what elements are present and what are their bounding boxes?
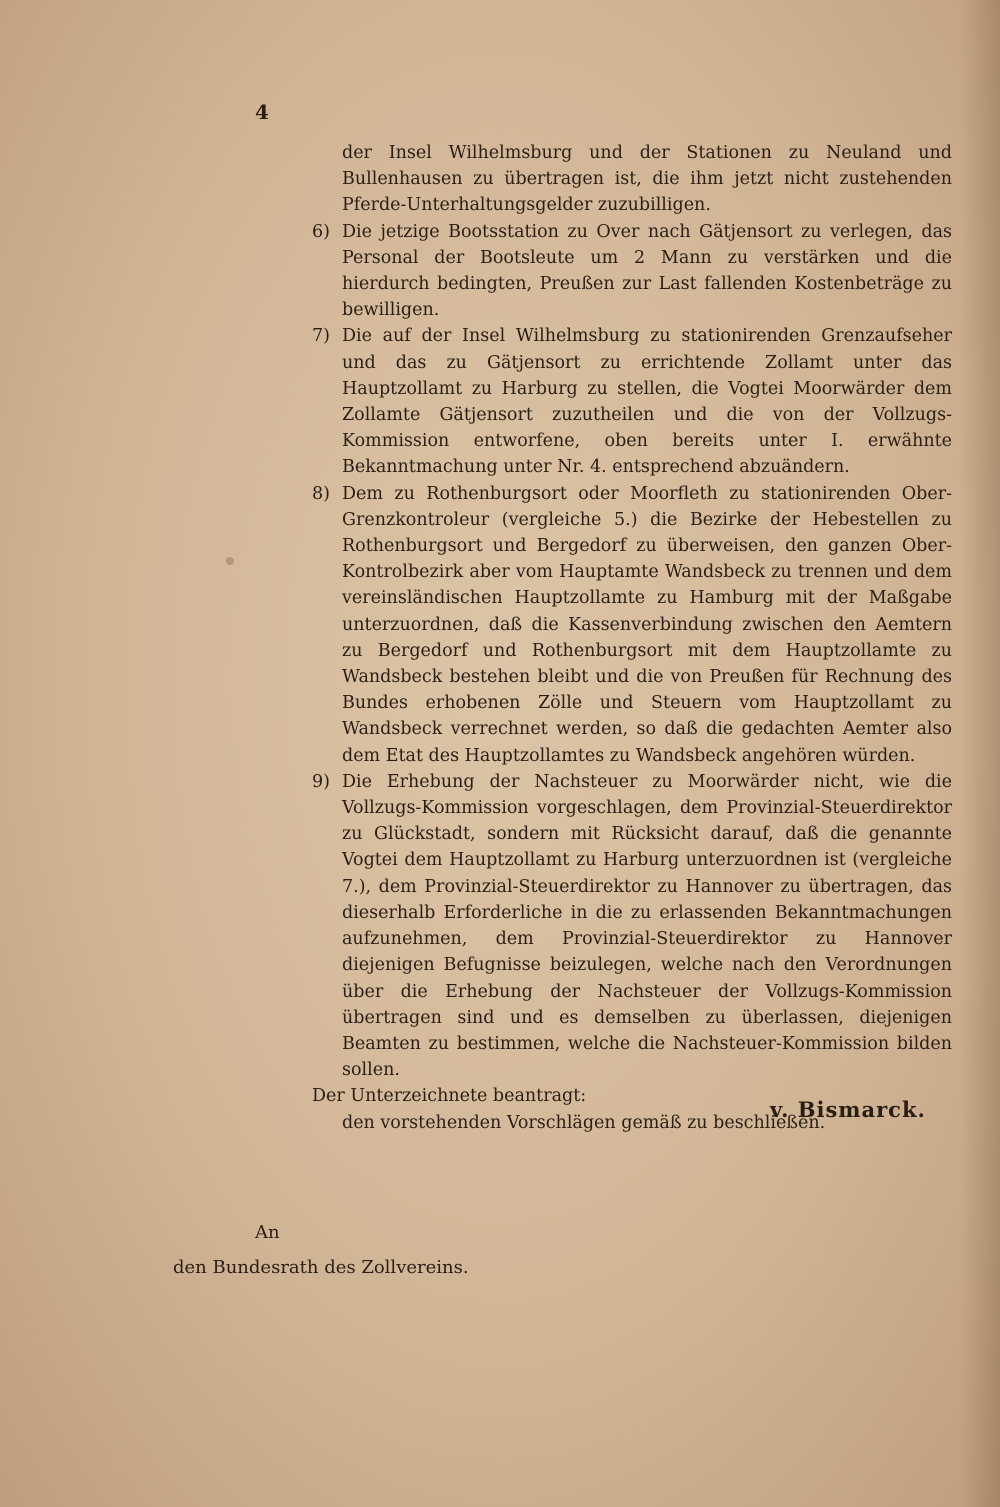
signature: v. Bismarck. bbox=[770, 1097, 926, 1122]
closing-intro: Der Unterzeichnete beantragt: bbox=[312, 1086, 587, 1107]
item-number: 6) bbox=[312, 221, 330, 242]
list-item-8 bbox=[312, 481, 952, 769]
item-text: Dem zu Rothenburgsort oder Moorfleth zu stationirenden Ober-Grenzkontroleur (vergleiche 5.) die Bezirke der Hebestellen zu Rothenburgsort und Bergedorf zu überweisen, den ganzen Ober-Kontrolbezirk aber vom Hauptamte Wandsbeck zu trennen und dem vereinsländischen Hauptzollamte zu Hamburg mit der Maßgabe unterzuordnen, daß die Kassenverbindung zwischen den Aemtern zu Bergedorf und Rothenburgsort mit dem Hauptzollamte zu Wandsbeck bestehen bleibt und die von Preußen für Rechnung des Bundes erhobenen Zölle und Steuern vom Hauptzollamt zu Wandsbeck verrechnet werden, so daß die gedachten Aemter also dem Etat des Hauptzollamtes zu Wandsbeck angehören würden. bbox=[342, 483, 952, 766]
list-item-7 bbox=[312, 323, 952, 480]
item-number: 8) bbox=[312, 483, 330, 504]
list-item-6 bbox=[312, 219, 952, 324]
addressee-line: den Bundesrath des Zollvereins. bbox=[173, 1257, 469, 1278]
body-text bbox=[312, 140, 952, 1136]
item-text: Die Erhebung der Nachsteuer zu Moorwärder nicht, wie die Vollzugs-Kommission vorgeschlagen, dem Provinzial-Steuerdirektor zu Glückstadt, sondern mit Rücksicht darauf, daß die genannte Vogtei dem Hauptzollamt zu Harburg unterzuordnen ist (vergleiche 7.), dem Provinzial-Steuerdirektor zu Hannover zu übertragen, das dieserhalb Erforderliche in die zu erlassenden Bekanntmachungen aufzunehmen, dem Provinzial-Steuerdirektor zu Hannover diejenigen Befugnisse beizulegen, welche nach den Verordnungen über die Erhebung der Nachsteuer der Vollzugs-Kommission übertragen sind und es demselben zu überlassen, diejenigen Beamten zu bestimmen, welche die Nachsteuer-Kommission bilden sollen. bbox=[342, 771, 952, 1081]
ink-smudge bbox=[226, 557, 234, 565]
item-text: Die auf der Insel Wilhelmsburg zu stationirenden Grenzaufseher und das zu Gätjensort zu errichtende Zollamt unter das Hauptzollamt zu Harburg zu stellen, die Vogtei Moorwärder dem Zollamte Gätjensort zuzutheilen und die von der Vollzugs-Kommission entworfene, oben bereits unter I. erwähnte Bekanntmachung unter Nr. 4. entsprechend abzuändern. bbox=[342, 326, 952, 478]
item-number: 7) bbox=[312, 326, 330, 347]
page-edge-shadow bbox=[960, 0, 1000, 1507]
addressee-an: An bbox=[255, 1222, 280, 1243]
page-number: 4 bbox=[255, 100, 269, 124]
continuation-paragraph: der Insel Wilhelmsburg und der Stationen zu Neuland und Bullenhausen zu übertragen ist, die ihm jetzt nicht zustehenden Pferde-Unterhaltungsgelder zuzubilligen. bbox=[342, 143, 952, 216]
item-number: 9) bbox=[312, 771, 330, 792]
list-item-9 bbox=[312, 769, 952, 1083]
item-text: Die jetzige Bootsstation zu Over nach Gätjensort zu verlegen, das Personal der Bootsleute um 2 Mann zu verstärken und die hierdurch bedingten, Preußen zur Last fallenden Kostenbeträge zu bewilligen. bbox=[342, 221, 952, 321]
closing-request: den vorstehenden Vorschlägen gemäß zu beschließen. bbox=[342, 1112, 826, 1133]
